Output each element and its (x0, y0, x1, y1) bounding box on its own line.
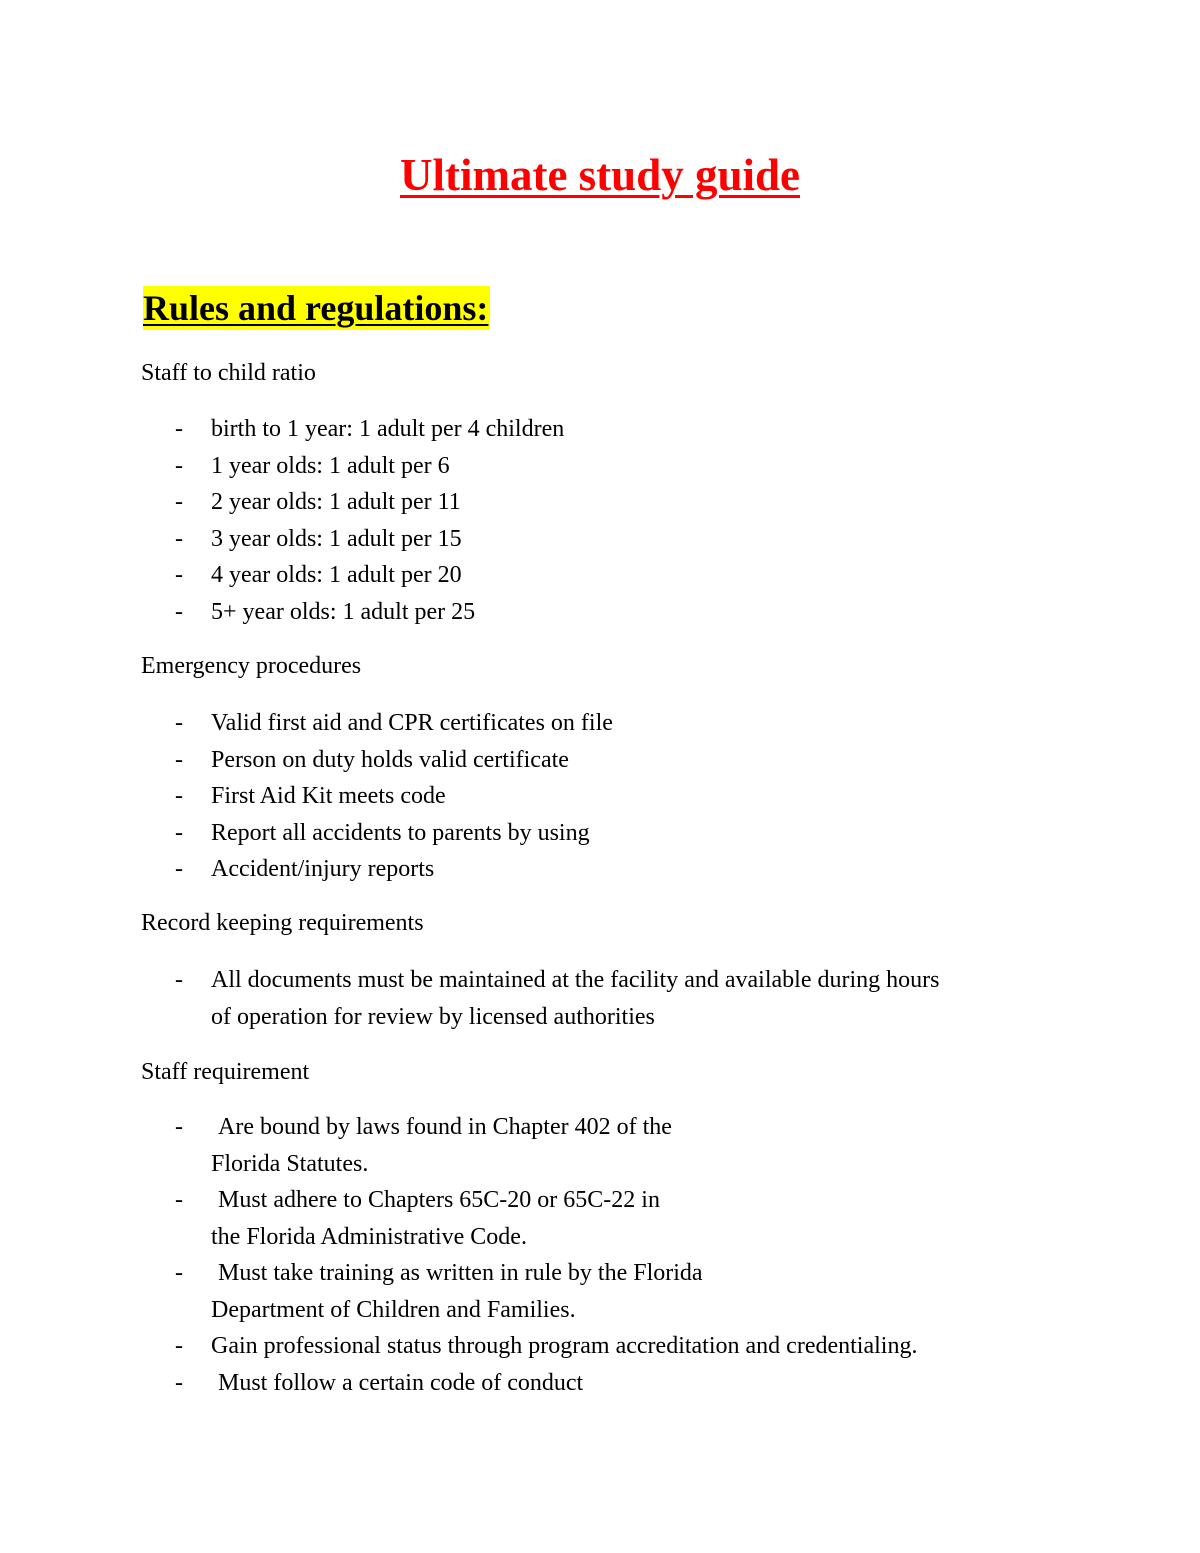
dash-bullet: - (175, 710, 183, 736)
list-item: - Gain professional status through program accreditation and credentialing. (0, 1328, 917, 1365)
list-staff-ratio (0, 411, 564, 630)
list-item: - First Aid Kit meets code (0, 778, 613, 815)
dash-bullet: - (175, 967, 183, 993)
subheading-staff-ratio: Staff to child ratio (141, 360, 316, 386)
list-record-keeping (0, 962, 939, 1035)
dash-bullet: - (175, 416, 183, 442)
subheading-staff-requirement: Staff requirement (141, 1059, 310, 1085)
subheading-record-keeping: Record keeping requirements (141, 910, 424, 936)
list-item: - 5+ year olds: 1 adult per 25 (0, 594, 564, 631)
dash-bullet: - (175, 489, 183, 515)
list-item: - Must adhere to Chapters 65C-20 or 65C-22 in the Florida Administrative Code. (0, 1182, 917, 1255)
document-title (0, 148, 1200, 202)
dash-bullet: - (175, 783, 183, 809)
list-item: - Report all accidents to parents by using (0, 815, 613, 852)
subheading-emergency: Emergency procedures (141, 653, 362, 679)
list-item: - Are bound by laws found in Chapter 402 of the Florida Statutes. (0, 1109, 917, 1182)
list-item: - birth to 1 year: 1 adult per 4 children (0, 411, 564, 448)
list-item: - 4 year olds: 1 adult per 20 (0, 557, 564, 594)
dash-bullet: - (175, 1187, 183, 1213)
dash-bullet: - (175, 452, 183, 479)
dash-bullet: - (175, 819, 183, 846)
dash-bullet: - (175, 598, 183, 625)
document-title-text: Ultimate study guide (399, 150, 800, 200)
dash-bullet: - (175, 562, 183, 588)
list-item: - All documents must be maintained at the facility and available during hours of operation for review by licensed authorities (0, 962, 939, 1035)
list-item: - Must take training as written in rule by the Florida Department of Children and Families. (0, 1255, 917, 1328)
list-item: - Must follow a certain code of conduct (0, 1365, 917, 1402)
dash-bullet: - (175, 525, 183, 552)
list-staff-requirement (0, 1109, 917, 1401)
dash-bullet: - (175, 746, 183, 773)
list-item: - Person on duty holds valid certificate (0, 742, 613, 779)
list-item: - Accident/injury reports (0, 851, 613, 888)
section-heading-rules: Rules and regulations: (143, 288, 489, 328)
dash-bullet: - (175, 1369, 183, 1396)
dash-bullet: - (175, 856, 183, 882)
list-item: - Valid first aid and CPR certificates on file (0, 705, 613, 742)
list-item: - 3 year olds: 1 adult per 15 (0, 521, 564, 558)
list-item: - 2 year olds: 1 adult per 11 (0, 484, 564, 521)
dash-bullet: - (175, 1114, 183, 1140)
list-emergency (0, 705, 613, 888)
dash-bullet: - (175, 1333, 183, 1359)
list-item: - 1 year olds: 1 adult per 6 (0, 448, 564, 485)
dash-bullet: - (175, 1260, 183, 1286)
